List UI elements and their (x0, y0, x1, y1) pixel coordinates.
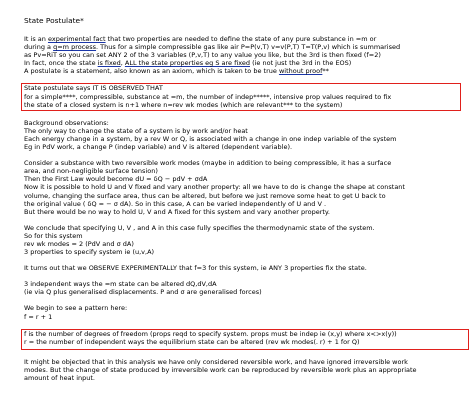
text-span: ** (322, 67, 329, 76)
underlined-experimental-fact: experimental fact (47, 35, 106, 43)
conclusion-paragraph (24, 224, 462, 256)
text-line: We begin to see a pattern here: (24, 304, 128, 313)
page-title: State Postulate* (24, 16, 84, 25)
text-line: area, and non-negligible surface tension) (24, 167, 158, 176)
text-span: r = the number of independent ways the equilibrium state can be altered (rev wk modes( (24, 337, 317, 346)
text-line: Eg in PdV work, a change P (indep variable) and V is altered (dependent variable). (24, 143, 293, 152)
consider-paragraph (24, 159, 462, 216)
underlined-qm-process: q=m process (53, 43, 97, 52)
text-line: modes. But the change of state produced by irreversible work can be reproduced by reversible work plus an appropriate (24, 365, 417, 374)
box-line: State postulate says IT IS OBSERVED THAT (24, 84, 163, 93)
text-line: (ie via Q plus generalised displacements. P and σ are generalised forces) (24, 288, 262, 297)
underlined-is-fixed: is fixed (97, 59, 121, 68)
text-line: We conclude that specifying U, V , and A in this case fully specifies the thermodynamic state of the system. (24, 223, 375, 232)
text-span: It is an (24, 35, 48, 43)
text-span: . Thus for a simple compressible gas like air P=P(v,T) v=v(P,T) T=T(P,v) which is summarised (96, 43, 401, 52)
text-line: The only way to change the state of a system is by work and/or heat (24, 126, 248, 135)
box-line: for a simple****, compressible, substance at =m, the number of indep*****, intensive prop values required to fix (24, 92, 392, 101)
underlined-all-state-properties: ALL the state properties eg S are fixed (124, 59, 250, 68)
text-line: But there would be no way to hold U, V and A fixed for this system and vary another property. (24, 207, 330, 216)
text-span: that two properties are needed to define the state of any pure substance in =m or (105, 35, 377, 43)
text-line: the original value ( δQ = − σ dA). So in this case, A can be varied independently of U and V . (24, 199, 327, 208)
box-line: f is the number of degrees of freedom (props reqd to specify system. props must be indep ie (x,y) where x<>x(y)) (24, 329, 397, 338)
text-line: So for this system (24, 231, 83, 240)
text-line: Each energy change in a system, by a rev W or Q, is associated with a change in one indep variable of the system (24, 134, 397, 143)
text-span: A postulate is a statement, also known as an axiom, which is taken to be true (24, 67, 279, 76)
text-line: It turns out that we OBSERVE EXPERIMENTALLY that f=3 for this system, ie ANY 3 properties fix the state. (24, 264, 367, 273)
subscript-mark: - (316, 340, 318, 347)
text-span: In fact, once the state (24, 59, 98, 68)
underlined-without-proof: without proof (278, 67, 323, 76)
intro-line (24, 43, 462, 51)
text-line: 3 properties to specify system ie (u,v,A) (24, 248, 155, 257)
text-line: Background observations: (24, 118, 109, 127)
text-line: It might be objected that in this analysis we have only considered reversible work, and have ignored irreversible work (24, 357, 408, 366)
box-line: the state of a closed system is n+1 where n=rev wk modes (which are relevant*** to the system) (24, 100, 343, 109)
text-line: Consider a substance with two reversible work modes (maybe in addition to being compressible, it has a surface (24, 159, 392, 168)
state-postulate-box (21, 83, 461, 110)
objection-paragraph (24, 358, 462, 382)
intro-line (24, 35, 462, 43)
text-line: amount of heat input. (24, 374, 95, 382)
text-line: Then the First Law would become dU = δQ − pdV + σdA (24, 175, 208, 184)
text-span: r) + 1 for Q) (317, 337, 360, 346)
text-line: volume, changing the surface area, thus can be altered, but before we just remove some heat to get U back to (24, 191, 386, 200)
text-line: 3 independent ways the =m state can be altered dQ,dV,dA (24, 280, 217, 289)
text-span: during a (24, 43, 54, 52)
box-line (24, 338, 465, 348)
intro-line (24, 67, 462, 75)
background-paragraph (24, 119, 462, 151)
formula-line: f = r + 1 (24, 312, 53, 321)
degrees-of-freedom-box (21, 329, 469, 350)
observation-paragraph (24, 264, 462, 272)
text-line: Now it is possible to hold U and V fixed and vary another property: all we have to do is change the shape at constant (24, 183, 405, 192)
intro-paragraph (24, 35, 462, 75)
intro-line (24, 59, 462, 67)
independent-ways-paragraph (24, 280, 462, 296)
text-span: (ie not just the 3rd in the EOS) (250, 59, 352, 68)
text-line: rev wk modes = 2 (PdV and σ dA) (24, 239, 134, 248)
text-span: , (120, 59, 125, 68)
intro-line: as Pv=RiT so you can set ANY 2 of the 3 variables (P,v,T) to any value you like, but the 3rd is then fixed (f=2) (24, 51, 381, 60)
pattern-paragraph (24, 304, 462, 320)
